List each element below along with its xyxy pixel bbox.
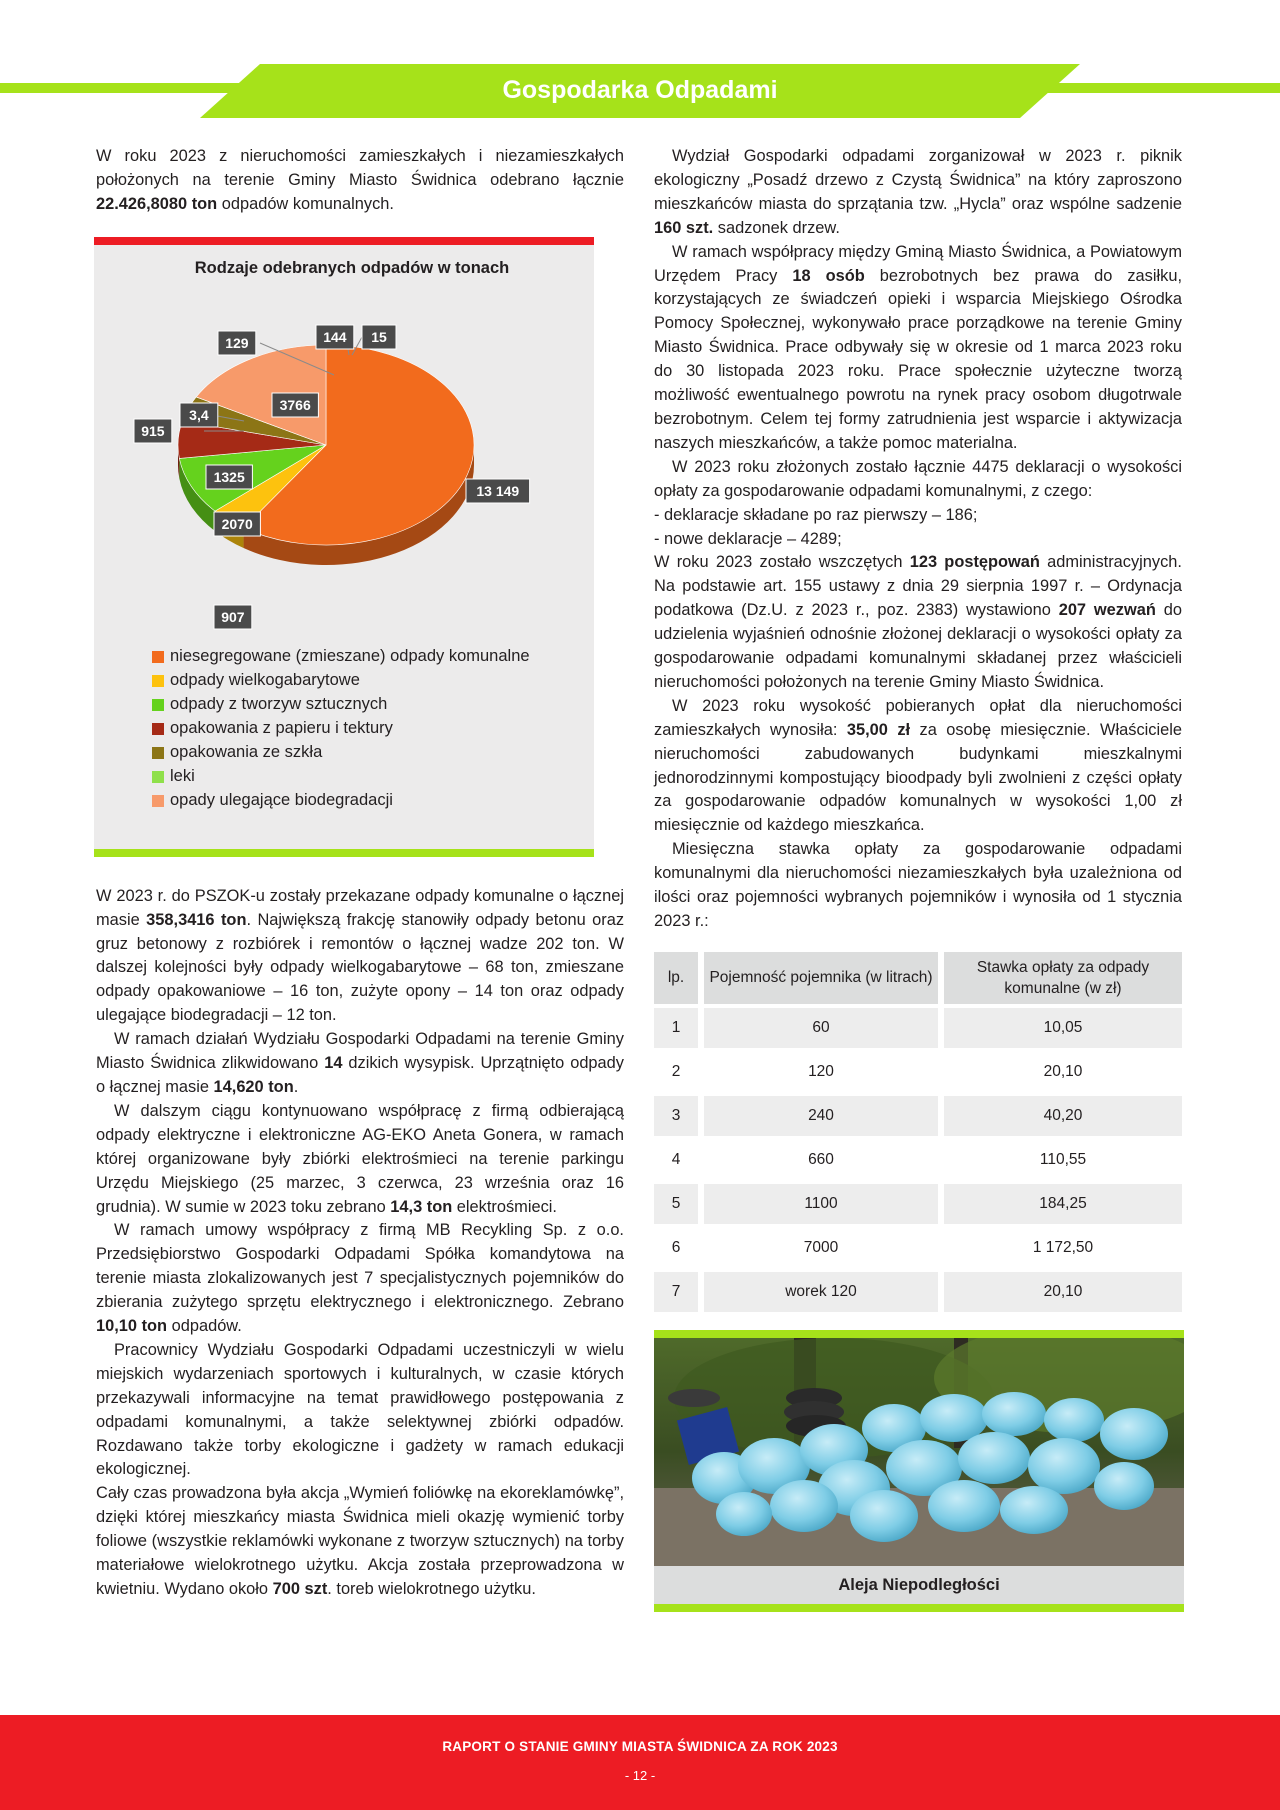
legend-label: opakowania ze szkła — [170, 743, 323, 762]
waste-pie-chart — [94, 237, 594, 849]
svg-text:915: 915 — [141, 422, 165, 439]
svg-text:13 149: 13 149 — [476, 482, 520, 499]
table-cell-lp: 4 — [671, 1150, 681, 1168]
table-cell-rate: 110,55 — [938, 1140, 1182, 1180]
pie-value-label — [134, 419, 172, 443]
page-footer — [0, 1715, 1280, 1810]
table-cell-rate: 1 172,50 — [938, 1228, 1182, 1268]
table-cell-rate: 40,20 — [938, 1096, 1182, 1136]
recycling-paragraph: W ramach umowy współpracy z firmą MB Recykling Sp. z o.o. Przedsiębiorstwo Gospodarki Odpadami Spółka komandytowa na terenie miasta zlokalizowanych jest 7 specjalistycznych pojemników do zbierania zużytego sprzętu elektrycznego i elektronicznego. Zebrano 10,10 ton odpadów. — [96, 1221, 624, 1336]
table-cell-lp: 6 — [671, 1238, 681, 1256]
table-cell-capacity: 120 — [698, 1052, 938, 1092]
declarations-item-new: - nowe deklaracje – 4289; — [654, 529, 842, 548]
bags-paragraph: Cały czas prowadzona była akcja „Wymień foliówkę na ekoreklamówkę”, dzięki której mieszkańcy miasta Świdnica mieli okazję wymienić torby foliowe (wszystkie reklamówki wykonane z tworzyw sztucznych) na torby materiałowe wielokrotnego użytku. Akcja została przeprowadzona w kwietniu. Wydano około 700 szt. toreb wielokrotnego użytku. — [96, 1484, 624, 1598]
declarations-item-first: - deklaracje składane po raz pierwszy – 186; — [654, 505, 978, 524]
svg-text:907: 907 — [221, 608, 245, 625]
svg-text:129: 129 — [225, 334, 249, 351]
legend-item — [152, 741, 530, 765]
left-column — [96, 145, 624, 1602]
pszok-paragraph: W 2023 r. do PSZOK-u zostały przekazane odpady komunalne o łącznej masie 358,3416 ton. Największą frakcję stanowiły odpady betonu oraz gruz betonowy z rozbiórek i remontów o łącznej wadze 202 ton. W dalszej kolejności były odpady wielkogabarytowe – 68 ton, zmieszane odpady opakowaniowe – 16 ton, zużyte opony – 14 ton oraz odpady ulegające biodegradacji – 12 ton. — [96, 886, 625, 1025]
pie-value-label — [466, 479, 530, 503]
photo-caption: Aleja Niepodległości — [654, 1566, 1184, 1604]
ewaste-paragraph: W dalszym ciągu kontynuowano współpracę z firmą odbierającą odpady elektryczne i elektroniczne AG-EKO Aneta Gonera, w ramach której organizowane były zbiórki elektrośmieci na terenie parkingu Urzędu Miejskiego (25 marzec, 3 czerwca, 23 września oraz 16 grudnia). W sumie w 2023 toku zebrano 14,3 ton elektrośmieci. — [96, 1101, 624, 1216]
legend-item — [152, 789, 530, 813]
fee-table — [654, 948, 1182, 1316]
table-header-rate: Stawka opłaty za odpady komunalne (w zł) — [938, 952, 1182, 1004]
right-column — [654, 145, 1183, 1594]
pie-value-label — [180, 403, 218, 427]
footer-title: RAPORT O STANIE GMINY MIASTA ŚWIDNICA ZA ROK 2023 — [442, 1739, 838, 1754]
legend-swatch — [152, 795, 164, 807]
table-cell-lp: 3 — [654, 1096, 698, 1136]
table-row — [654, 1052, 1182, 1092]
pie-value-label — [214, 512, 260, 536]
legend-item — [152, 645, 530, 669]
chart-legend — [152, 645, 530, 813]
table-cell-lp: 2 — [671, 1062, 681, 1080]
picnic-paragraph: Wydział Gospodarki odpadami zorganizował w 2023 r. piknik ekologiczny „Posadź drzewo z Czystą Świdnica” na który zaproszono mieszkańców miasta do sprzątania tzw. „Hycla” oraz wspólne sadzenie 160 szt. sadzonek drzew. — [654, 147, 1182, 237]
svg-text:2070: 2070 — [221, 515, 253, 532]
legend-label: niesegregowane (zmieszane) odpady komunalne — [170, 647, 530, 666]
dumps-paragraph: W ramach działań Wydziału Gospodarki Odpadami na terenie Gminy Miasto Świdnica zlikwidowano 14 dzikich wysypisk. Uprzątnięto odpady o łącznej masie 14,620 ton. — [96, 1030, 624, 1096]
legend-label: opakowania z papieru i tektury — [170, 719, 393, 738]
svg-text:3,4: 3,4 — [189, 406, 209, 423]
monthly-rate-paragraph: Miesięczna stawka opłaty za gospodarowanie odpadami komunalnymi dla nieruchomości niezamieszkałych była uzależniona od ilości oraz pojemności wybranych pojemników i wynosiła od 1 stycznia 2023 r.: — [654, 840, 1182, 930]
table-header-capacity: Pojemność pojemnika (w litrach) — [698, 952, 938, 1004]
table-header-lp: lp. — [654, 952, 698, 1004]
table-cell-capacity: 240 — [698, 1096, 938, 1136]
table-row — [654, 1008, 1182, 1048]
table-header-row — [654, 952, 1182, 1004]
legend-label: odpady wielkogabarytowe — [170, 671, 360, 690]
chart-bottom-bar — [94, 849, 594, 857]
pie-value-label — [272, 393, 318, 417]
svg-text:144: 144 — [323, 328, 347, 345]
pie-value-label — [214, 605, 252, 629]
svg-text:3766: 3766 — [279, 396, 311, 413]
legend-swatch — [152, 771, 164, 783]
declarations-paragraph: W 2023 roku złożonych zostało łącznie 4475 deklaracji o wysokości opłaty za gospodarowanie odpadami komunalnymi, z czego: — [654, 457, 1182, 500]
table-cell-rate: 20,10 — [938, 1272, 1182, 1312]
table-row — [654, 1272, 1182, 1312]
employment-paragraph: W ramach współpracy między Gminą Miasto Świdnica, a Powiatowym Urzędem Pracy 18 osób bezrobotnych bez prawa do zasiłku, korzystających ze świadczeń opieki i wsparcia Miejskiego Ośrodka Pomocy Społecznej, wykonywało prace porządkowe na terenie Gminy Miasto Świdnica. Prace odbywały się w okresie od 1 marca 2023 roku do 30 listopada 2023 roku. Prace społecznie użyteczne tworzą możliwość ewentualnego powrotu na rynek pracy osobom długotrwale bezrobotnym. Celem tej formy zatrudnienia jest wsparcie i aktywizacja naszych mieszkańców, a także pomoc materialna. — [654, 242, 1183, 452]
table-cell-capacity: 7000 — [698, 1228, 938, 1268]
section-title: Gospodarka Odpadami — [502, 76, 778, 104]
legend-item — [152, 765, 530, 789]
events-paragraph: Pracownicy Wydziału Gospodarki Odpadami uczestniczyli w wielu miejskich wydarzeniach sportowych i kulturalnych, w czasie których przekazywali informacyjne na temat prawidłowego postępowania z odpadami komunalnymi, a także selektywnej zbiórki odpadów. Rozdawano także torby ekologiczne i gadżety w ramach edukacji ekologicznej. — [96, 1340, 624, 1479]
table-row — [654, 1228, 1182, 1268]
photo-bottom-bar — [654, 1604, 1184, 1612]
waste-bags-photo — [654, 1338, 1184, 1566]
table-cell-rate: 184,25 — [938, 1184, 1182, 1224]
legend-swatch — [152, 651, 164, 663]
table-cell-lp: 1 — [654, 1008, 698, 1048]
proceedings-paragraph: W roku 2023 zostało wszczętych 123 postępowań administracyjnych. Na podstawie art. 155 ustawy z dnia 29 sierpnia 1997 r. – Ordynacja podatkowa (Dz.U. z 2023 r., poz. 2383) wystawiono 207 wezwań do udzielenia wyjaśnień odnośnie złożonej deklaracji o wysokości opłaty za gospodarowanie odpadami komunalnymi składanej przez właścicieli nieruchomości położonych na terenie Gminy Miasto Świdnica. — [654, 553, 1182, 691]
photo-top-bar — [654, 1330, 1184, 1338]
table-cell-lp: 5 — [654, 1184, 698, 1224]
legend-swatch — [152, 747, 164, 759]
pie-value-label — [362, 325, 396, 349]
pie-chart-svg — [94, 245, 594, 645]
table-cell-capacity: 660 — [698, 1140, 938, 1180]
svg-text:15: 15 — [371, 328, 387, 345]
table-cell-rate: 20,10 — [938, 1052, 1182, 1092]
table-row — [654, 1184, 1182, 1224]
pie-value-label — [206, 465, 252, 489]
table-cell-capacity: 60 — [698, 1008, 938, 1048]
chart-title: Rodzaje odebranych odpadów w tonach — [194, 258, 510, 277]
legend-label: opady ulegające biodegradacji — [170, 791, 393, 810]
chart-top-bar — [94, 237, 594, 245]
table-cell-rate: 10,05 — [938, 1008, 1182, 1048]
table-row — [654, 1140, 1182, 1180]
fees-paragraph: W 2023 roku wysokość pobieranych opłat dla nieruchomości zamieszkałych wynosiła: 35,00 zł za osobę miesięcznie. Właściciele nieruchomości zabudowanych budynkami mieszkalnymi jednorodzinnymi kompostujący bioodpady byli zwolnieni z części opłaty za gospodarowanie odpadów komunalnych w wysokości 1,00 zł miesięcznie od każdego mieszkańca. — [654, 696, 1182, 835]
legend-label: leki — [170, 767, 195, 786]
photo-figure — [654, 1330, 1184, 1594]
legend-label: odpady z tworzyw sztucznych — [170, 695, 388, 714]
section-header — [0, 64, 1280, 118]
legend-swatch — [152, 675, 164, 687]
table-cell-lp: 7 — [654, 1272, 698, 1312]
intro-paragraph: W roku 2023 z nieruchomości zamieszkałych i niezamieszkałych położonych na terenie Gminy Miasto Świdnica odebrano łącznie 22.426,8080 ton odpadów komunalnych. — [96, 147, 624, 213]
legend-item — [152, 717, 530, 741]
page-number: - 12 - — [624, 1768, 656, 1783]
legend-swatch — [152, 699, 164, 711]
pie-value-label — [218, 331, 256, 355]
table-cell-capacity: 1100 — [698, 1184, 938, 1224]
pie-value-label — [316, 325, 354, 349]
legend-item — [152, 669, 530, 693]
legend-item — [152, 693, 530, 717]
legend-swatch — [152, 723, 164, 735]
table-cell-capacity: worek 120 — [698, 1272, 938, 1312]
table-row — [654, 1096, 1182, 1136]
svg-text:1325: 1325 — [213, 468, 245, 485]
